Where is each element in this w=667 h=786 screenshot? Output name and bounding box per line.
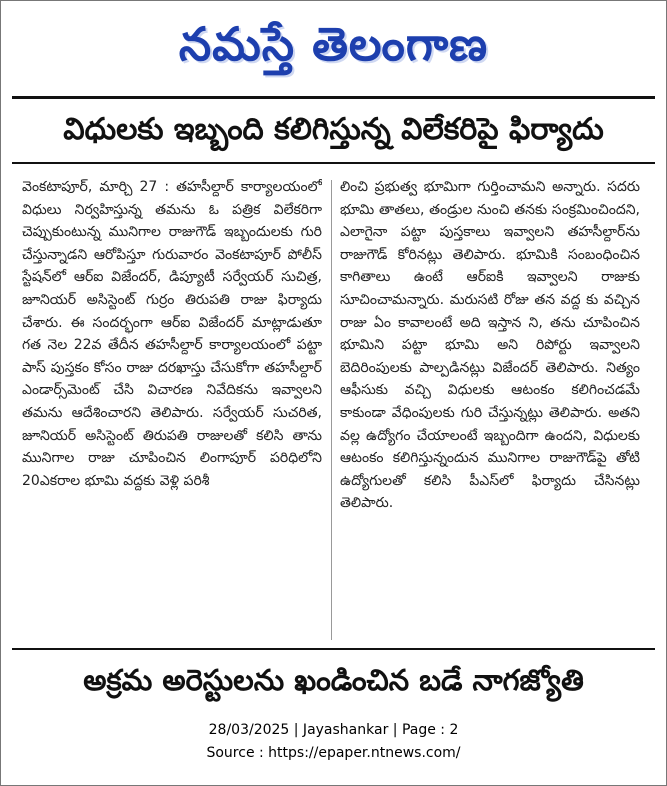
bottom-rule bbox=[12, 648, 655, 650]
top-rule bbox=[12, 96, 655, 99]
article-body bbox=[22, 176, 648, 644]
headline-rule bbox=[12, 162, 655, 164]
article-column-left: వెంకటాపూర్, మార్చి 27 : తహసీల్దార్ కార్యాలయంలో విధులు నిర్వహిస్తున్న తమను ఓ పత్రిక విలేకరిగా చెప్పుకుంటున్న మునిగాల రాజుగౌడ్ ఇబ్బందులకు గురి చేస్తున్నాడని ఆరోపిస్తూ గురువారం వెంకటాపూర్ పోలీస్ స్టేషన్‌లో ఆర్ఐ విజేందర్, డిప్యూటీ సర్వేయర్ సుచిత్ర, జూనియర్ అసిస్టెంట్ గుర్రం తిరుపతి రాజు ఫిర్యాదు చేశారు. ఈ సందర్భంగా ఆర్ఐ విజేందర్ మాట్లాడుతూ గత నెల 22వ తేదీన తహసీల్దార్ కార్యాలయంలో పట్టా పాస్ పుస్తకం కోసం రాజు దరఖాస్తు చేసుకోగా తహసీల్దార్ ఎండార్స్‌మెంట్ చేసి విచారణ నివేదికను ఇవ్వాలని తమను ఆదేశించారని తెలిపారు. సర్వేయర్ సుచరిత, జూనియర్ అసిస్టెంట్ తిరుపతి రాజులతో కలిసి తాను మునిగాల రాజు చూపించిన లింగాపూర్ పరిధిలోని 20ఎకరాల భూమి వద్దకు వెళ్లి పరిశీ bbox=[22, 179, 322, 489]
edition-info: 28/03/2025 | Jayashankar | Page : 2 bbox=[208, 722, 459, 738]
newspaper-masthead: నమస్తే తెలంగాణ bbox=[178, 17, 489, 71]
source-link[interactable]: Source : https://epaper.ntnews.com/ bbox=[206, 745, 461, 761]
column-divider bbox=[331, 180, 332, 640]
article-column-right: లించి ప్రభుత్వ భూమిగా గుర్తించామని అన్నారు. సదరు భూమి తాతలు, తండ్రుల నుంచి తనకు సంక్రమించిందని, ఎలాగైనా పట్టా పుస్తకాలు ఇవ్వాలని తహసీల్దార్‌ను రాజుగౌడ్ కోరినట్లు తెలిపారు. భూమికి సంబంధించిన కాగితాలు ఉంటే ఆర్ఐకి ఇవ్వాలని రాజుకు సూచించామన్నారు. మరుసటి రోజు తన వద్ద కు వచ్చిన రాజు ఏం కావాలంటే అది ఇస్తాన ని, తను చూపించిన భూమిని పట్టా భూమి అని రిపోర్టు ఇవ్వాలని బెదిరింపులకు పాల్పడినట్లు విజేందర్ తెలిపారు. నిత్యం ఆఫీసుకు వచ్చి విధులకు ఆటంకం కలిగించడమే కాకుండా వేధింపులకు గురి చేస్తున్నట్లు తెలిపారు. అతని వల్ల ఉద్యోగం చేయాలంటే ఇబ్బందిగా ఉందని, విధులకు ఆటంకం కలిగిస్తున్నందున మునిగాల రాజుగౌడ్‌పై తోటి ఉద్యోగులతో కలిసి పీఎస్‌లో ఫిర్యాదు చేసినట్లు తెలిపారు. bbox=[340, 179, 640, 512]
next-article-headline: అక్రమ అరెస్టులను ఖండించిన బడే నాగజ్యోతి bbox=[83, 663, 584, 697]
article-headline: విధులకు ఇబ్బంది కలిగిస్తున్న విలేకరిపై ఫిర్యాదు bbox=[63, 112, 604, 147]
